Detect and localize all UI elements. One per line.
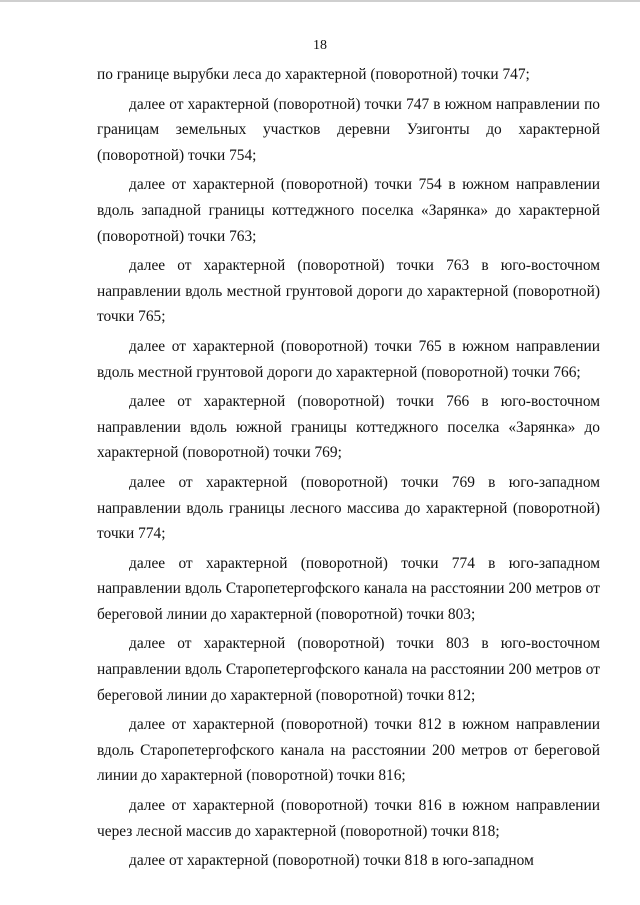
paragraph: далее от характерной (поворотной) точки 766 в юго-восточном направлении вдоль южной границы коттеджного поселка «Зарянка» до характерной (поворотной) точки 769; xyxy=(97,393,600,462)
paragraph: далее от характерной (поворотной) точки 803 в юго-восточном направлении вдоль Старопетергофского канала на расстоянии 200 метров от береговой линии до характерной (поворотной) точки 812; xyxy=(97,635,600,704)
scan-top-edge xyxy=(0,0,640,2)
paragraph: далее от характерной (поворотной) точки 769 в юго-западном направлении вдоль границы лесного массива до характерной (поворотной) точки 774; xyxy=(97,473,600,543)
paragraph: далее от характерной (поворотной) точки 818 в юго-западном xyxy=(129,852,534,870)
paragraph: далее от характерной (поворотной) точки 812 в южном направлении вдоль Старопетергофского канала на расстоянии 200 метров от береговой линии до характерной (поворотной) точки 816; xyxy=(97,716,600,785)
paragraph: далее от характерной (поворотной) точки 774 в юго-западном направлении вдоль Старопетергофского канала на расстоянии 200 метров от береговой линии до характерной (поворотной) точки 803; xyxy=(97,554,600,623)
paragraph: далее от характерной (поворотной) точки 747 в южном направлении по границам земельных участков деревни Узигонты до характерной (поворотной) точки 754; xyxy=(97,95,600,164)
paragraph: далее от характерной (поворотной) точки 816 в южном направлении через лесной массив до характерной (поворотной) точки 818; xyxy=(97,797,600,840)
paragraph: далее от характерной (поворотной) точки 763 в юго-восточном направлении вдоль местной грунтовой дороги до характерной (поворотной) точки 765; xyxy=(97,257,600,326)
document-body xyxy=(97,62,600,878)
paragraph: далее от характерной (поворотной) точки 765 в южном направлении вдоль местной грунтовой дороги до характерной (поворотной) точки 766; xyxy=(97,337,600,381)
paragraph: далее от характерной (поворотной) точки 754 в южном направлении вдоль западной границы коттеджного поселка «Зарянка» до характерной (поворотной) точки 763; xyxy=(97,176,600,245)
paragraph: по границе вырубки леса до характерной (поворотной) точки 747; xyxy=(97,66,530,83)
page-number: 18 xyxy=(313,38,327,53)
